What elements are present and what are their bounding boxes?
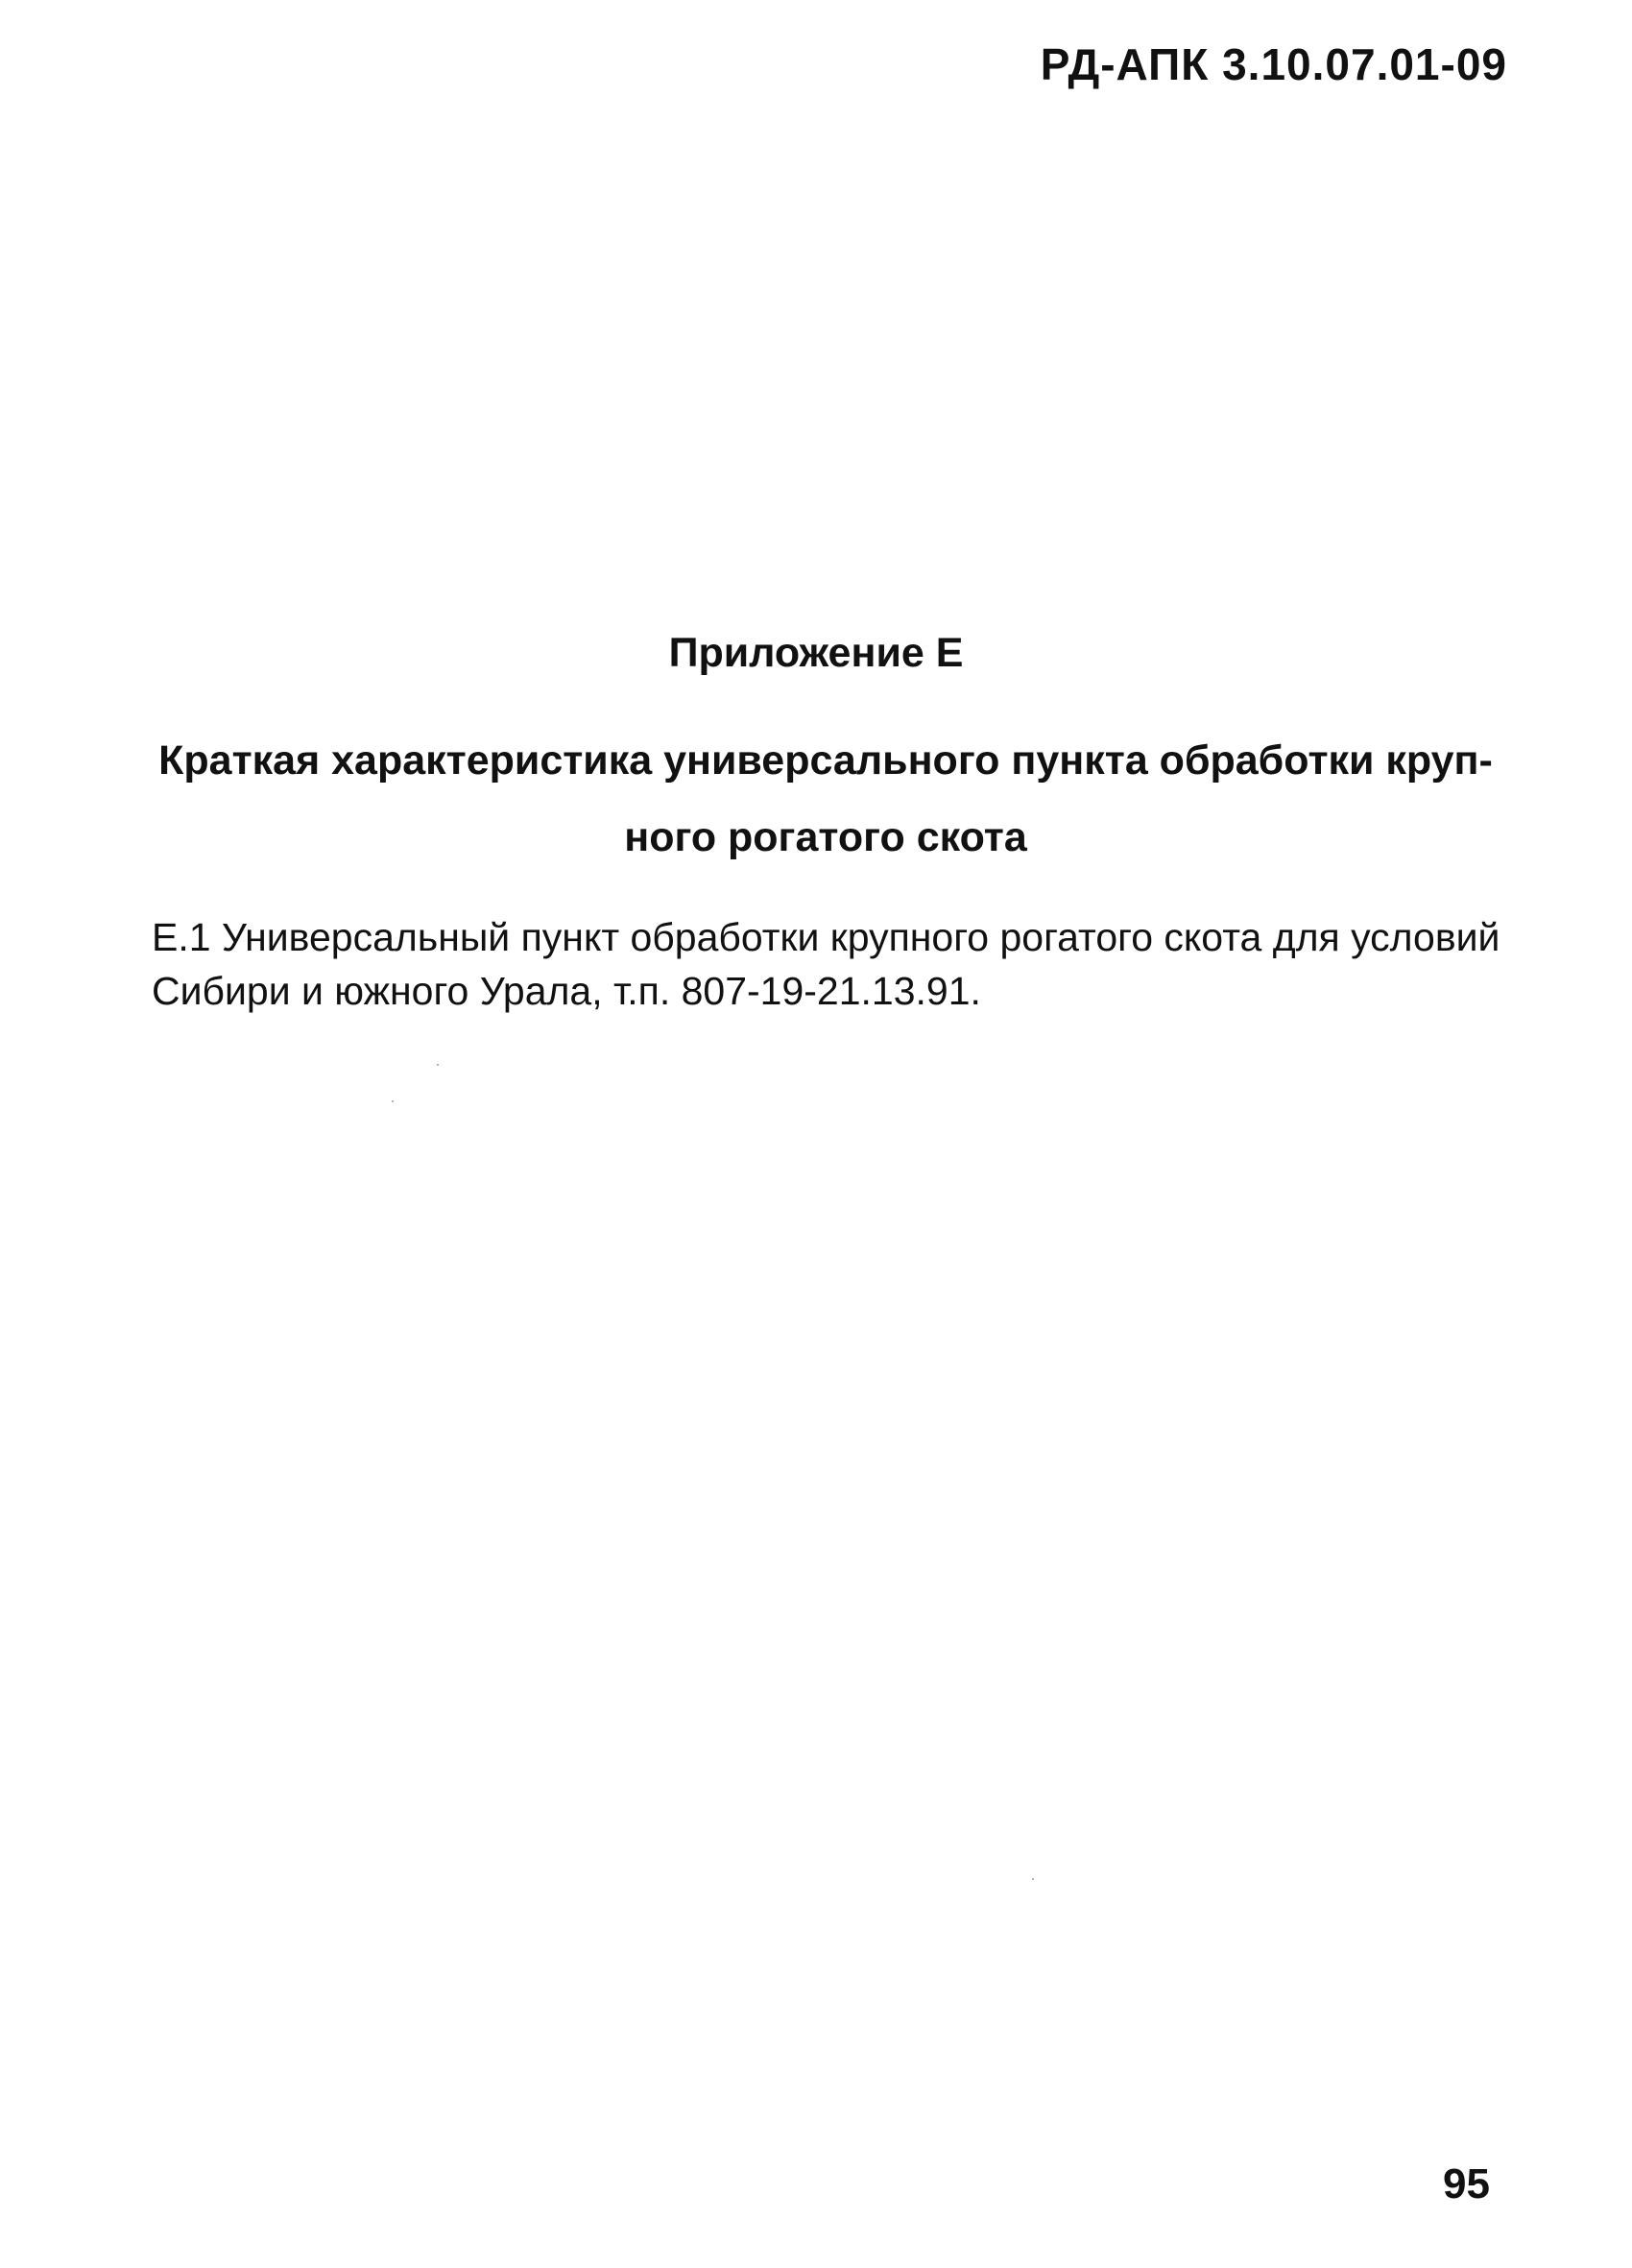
page-number: 95	[1443, 2160, 1490, 2208]
appendix-title-line-1: Краткая характеристика универсального пункта обработки круп-	[158, 737, 1493, 784]
appendix-title	[158, 722, 1493, 876]
document-code: РД-АПК 3.10.07.01-09	[1040, 39, 1507, 89]
scan-speck	[1032, 1878, 1034, 1880]
scan-speck	[437, 1064, 439, 1066]
section-paragraph	[152, 910, 1505, 1018]
appendix-label: Приложение Е	[668, 630, 964, 676]
paragraph-line-2: Сибири и южного Урала, т.п. 807-19-21.13.91.	[152, 969, 981, 1013]
paragraph-line-1: Е.1 Универсальный пункт обработки крупного рогатого скота для условий	[152, 915, 1500, 959]
scan-speck	[392, 1100, 394, 1102]
appendix-title-line-2: ного рогатого скота	[624, 814, 1027, 860]
